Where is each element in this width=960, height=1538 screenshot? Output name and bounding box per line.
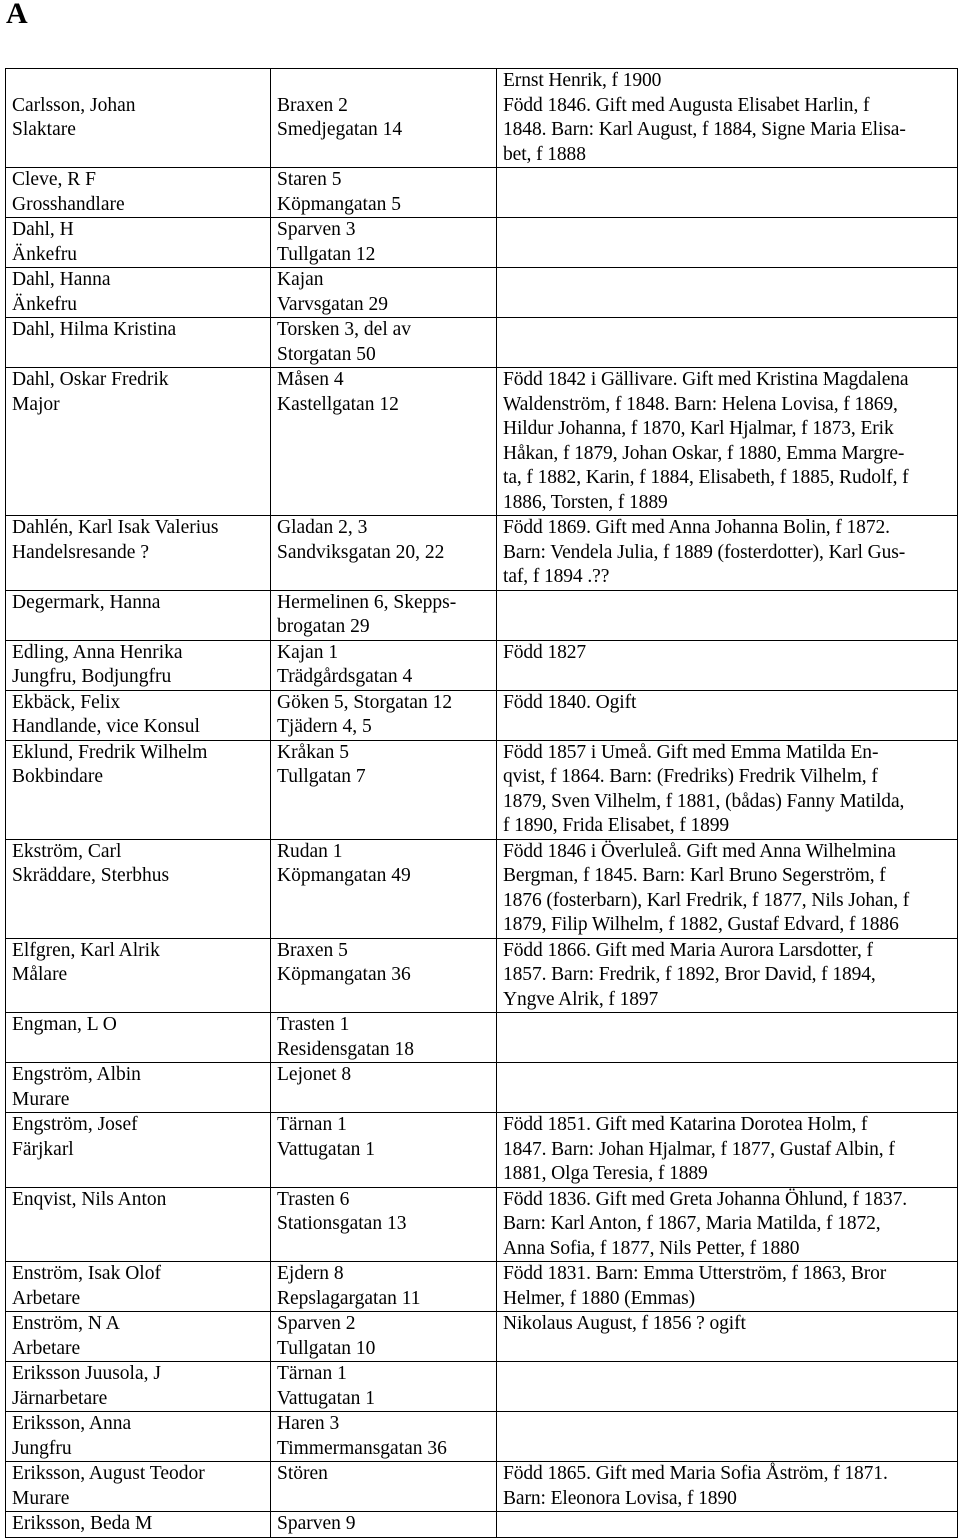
- cell-line: Barn: Karl Anton, f 1867, Maria Matilda, f 1872,: [503, 1213, 881, 1234]
- notes-cell: [497, 938, 958, 1013]
- address-cell: [271, 1462, 497, 1512]
- register-row: [6, 516, 958, 591]
- person-cell: [6, 168, 271, 218]
- notes-cell: [497, 516, 958, 591]
- cell-line: Kajan 1: [277, 641, 339, 663]
- register-row: [6, 938, 958, 1013]
- cell-line: Torsken 3, del av: [277, 319, 412, 340]
- person-cell: [6, 1187, 271, 1262]
- register-body: [6, 69, 958, 1538]
- register-row: [6, 839, 958, 938]
- register-row: [6, 1063, 958, 1113]
- cell-line: Murare: [12, 1487, 70, 1509]
- cell-line: taf, f 1894 .??: [503, 566, 610, 587]
- cell-line: Dahl, Hanna: [12, 269, 111, 290]
- cell-line: Anna Sofia, f 1877, Nils Petter, f 1880: [503, 1237, 800, 1259]
- person-cell: [6, 1262, 271, 1312]
- address-cell: [271, 740, 497, 839]
- cell-line: Engström, Josef: [12, 1114, 138, 1135]
- section-letter: A: [6, 0, 28, 30]
- cell-line: qvist, f 1864. Barn: (Fredriks) Fredrik Vilhelm, f: [503, 766, 878, 787]
- cell-line: Hermelinen 6, Skepps-: [277, 591, 457, 613]
- register-row: [6, 740, 958, 839]
- cell-line: Eklund, Fredrik Wilhelm: [12, 741, 208, 763]
- person-cell: [6, 1063, 271, 1113]
- cell-line: Murare: [12, 1088, 70, 1110]
- cell-line: Bokbindare: [12, 766, 103, 787]
- person-cell: [6, 740, 271, 839]
- cell-line: Dahl, Hilma Kristina: [12, 319, 177, 340]
- cell-line: Trasten 6: [277, 1188, 350, 1210]
- address-cell: [271, 1312, 497, 1362]
- address-cell: [271, 516, 497, 591]
- cell-line: Handelsresande ?: [12, 541, 149, 563]
- register-row: [6, 1462, 958, 1512]
- cell-line: Engman, L O: [12, 1014, 117, 1035]
- cell-line: Cleve, R F: [12, 169, 96, 190]
- cell-line: Kastellgatan 12: [277, 393, 399, 415]
- person-cell: [6, 268, 271, 318]
- register-row: [6, 590, 958, 640]
- cell-line: Bergman, f 1845. Barn: Karl Bruno Segerström, f: [503, 865, 886, 886]
- cell-line: 1848. Barn: Karl August, f 1884, Signe Maria Elisa-: [503, 119, 906, 140]
- cell-line: Braxen 2: [277, 94, 348, 116]
- cell-line: Tullgatan 10: [277, 1337, 376, 1359]
- notes-cell: [497, 1512, 958, 1538]
- cell-line: Nikolaus August, f 1856 ? ogift: [503, 1313, 746, 1334]
- address-cell: [271, 938, 497, 1013]
- register-row: [6, 1262, 958, 1312]
- address-cell: [271, 268, 497, 318]
- person-cell: [6, 1362, 271, 1412]
- cell-line: 1847. Barn: Johan Hjalmar, f 1877, Gustaf Albin, f: [503, 1138, 895, 1160]
- register-row: [6, 268, 958, 318]
- cell-line: Vattugatan 1: [277, 1387, 376, 1409]
- address-cell: [271, 318, 497, 368]
- cell-line: Trädgårdsgatan 4: [277, 666, 413, 687]
- cell-line: Trasten 1: [277, 1014, 350, 1035]
- address-cell: [271, 168, 497, 218]
- cell-line: Född 1869. Gift med Anna Johanna Bolin, f 1872.: [503, 517, 890, 538]
- register-row: [6, 318, 958, 368]
- cell-line: Degermark, Hanna: [12, 591, 161, 613]
- cell-line: ta, f 1882, Karin, f 1884, Elisabeth, f 1885, Rudolf, f: [503, 467, 909, 488]
- notes-cell: [497, 168, 958, 218]
- person-cell: [6, 1412, 271, 1462]
- address-cell: [271, 368, 497, 516]
- notes-cell: [497, 318, 958, 368]
- cell-line: Född 1827: [503, 641, 587, 663]
- notes-cell: [497, 690, 958, 740]
- address-cell: [271, 1013, 497, 1063]
- notes-cell: [497, 740, 958, 839]
- cell-line: Enqvist, Nils Anton: [12, 1188, 167, 1210]
- cell-line: Enström, Isak Olof: [12, 1263, 161, 1284]
- cell-line: Göken 5, Storgatan 12: [277, 691, 453, 713]
- address-cell: [271, 218, 497, 268]
- register-table: [5, 68, 958, 1538]
- cell-line: Född 1851. Gift med Katarina Dorotea Holm, f: [503, 1114, 868, 1135]
- register-row: [6, 69, 958, 168]
- cell-line: Född 1865. Gift med Maria Sofia Åström, f 1871.: [503, 1463, 888, 1484]
- cell-line: Född 1831. Barn: Emma Utterström, f 1863, Bror: [503, 1263, 887, 1284]
- cell-line: Tärnan 1: [277, 1114, 347, 1135]
- cell-line: Ekbäck, Felix: [12, 691, 121, 713]
- address-cell: [271, 590, 497, 640]
- person-cell: [6, 1113, 271, 1188]
- cell-line: 1886, Torsten, f 1889: [503, 491, 668, 513]
- cell-line: Färjkarl: [12, 1138, 74, 1160]
- cell-line: Ekström, Carl: [12, 840, 122, 862]
- cell-line: Tullgatan 12: [277, 243, 376, 265]
- register-row: [6, 1362, 958, 1412]
- cell-line: Köpmangatan 36: [277, 964, 411, 985]
- cell-line: Dahl, H: [12, 219, 74, 240]
- person-cell: [6, 69, 271, 168]
- cell-line: Dahlén, Karl Isak Valerius: [12, 517, 219, 538]
- cell-line: f 1890, Frida Elisabet, f 1899: [503, 815, 730, 836]
- notes-cell: [497, 1262, 958, 1312]
- register-row: [6, 690, 958, 740]
- person-cell: [6, 938, 271, 1013]
- cell-line: 1857. Barn: Fredrik, f 1892, Bror David, f 1894,: [503, 964, 876, 985]
- cell-line: Arbetare: [12, 1287, 81, 1309]
- address-cell: [271, 1063, 497, 1113]
- cell-line: Engström, Albin: [12, 1064, 141, 1085]
- person-cell: [6, 1462, 271, 1512]
- register-row: [6, 640, 958, 690]
- register-row: [6, 1187, 958, 1262]
- cell-line: Carlsson, Johan: [12, 94, 136, 116]
- register-row: [6, 1412, 958, 1462]
- cell-line: Enström, N A: [12, 1313, 120, 1334]
- cell-line: Född 1846 i Överluleå. Gift med Anna Wilhelmina: [503, 840, 896, 862]
- cell-line: Målare: [12, 964, 68, 985]
- cell-line: Residensgatan 18: [277, 1038, 415, 1060]
- notes-cell: [497, 590, 958, 640]
- cell-line: [12, 69, 264, 94]
- register-row: [6, 1013, 958, 1063]
- cell-line: Änkefru: [12, 243, 77, 265]
- cell-line: Helmer, f 1880 (Emmas): [503, 1287, 695, 1309]
- address-cell: [271, 640, 497, 690]
- notes-cell: [497, 839, 958, 938]
- cell-line: Rudan 1: [277, 840, 343, 862]
- address-cell: [271, 839, 497, 938]
- cell-line: Gladan 2, 3: [277, 517, 368, 538]
- cell-line: Sparven 9: [277, 1513, 356, 1534]
- person-cell: [6, 640, 271, 690]
- register-row: [6, 1113, 958, 1188]
- cell-line: Arbetare: [12, 1337, 81, 1359]
- register-row: [6, 1512, 958, 1538]
- register-row: [6, 368, 958, 516]
- cell-line: Håkan, f 1879, Johan Oskar, f 1880, Emma Margre-: [503, 442, 905, 464]
- person-cell: [6, 690, 271, 740]
- notes-cell: [497, 1312, 958, 1362]
- notes-cell: [497, 1462, 958, 1512]
- cell-line: Yngve Alrik, f 1897: [503, 988, 659, 1010]
- notes-cell: [497, 1187, 958, 1262]
- cell-line: Barn: Vendela Julia, f 1889 (fosterdotter), Karl Gus-: [503, 541, 906, 563]
- cell-line: Slaktare: [12, 119, 76, 140]
- person-cell: [6, 590, 271, 640]
- cell-line: Född 1846. Gift med Augusta Elisabet Harlin, f: [503, 94, 870, 116]
- cell-line: Grosshandlare: [12, 193, 125, 215]
- cell-line: Ejdern 8: [277, 1263, 344, 1284]
- cell-line: Ernst Henrik, f 1900: [503, 70, 662, 91]
- cell-line: Eriksson Juusola, J: [12, 1363, 161, 1384]
- notes-cell: [497, 1113, 958, 1188]
- cell-line: Sandviksgatan 20, 22: [277, 541, 445, 563]
- address-cell: [271, 1187, 497, 1262]
- cell-line: Major: [12, 393, 60, 415]
- cell-line: Köpmangatan 49: [277, 865, 411, 886]
- notes-cell: [497, 69, 958, 168]
- cell-line: Haren 3: [277, 1413, 340, 1434]
- person-cell: [6, 1013, 271, 1063]
- address-cell: [271, 1512, 497, 1538]
- person-cell: [6, 1512, 271, 1538]
- cell-line: Timmermansgatan 36: [277, 1437, 447, 1459]
- cell-line: Stören: [277, 1463, 328, 1484]
- address-cell: [271, 690, 497, 740]
- cell-line: Vattugatan 1: [277, 1138, 376, 1160]
- cell-line: 1879, Filip Wilhelm, f 1882, Gustaf Edvard, f 1886: [503, 914, 899, 935]
- cell-line: Köpmangatan 5: [277, 193, 402, 215]
- cell-line: Född 1842 i Gällivare. Gift med Kristina Magdalena: [503, 369, 909, 390]
- person-cell: [6, 516, 271, 591]
- cell-line: Jungfru, Bodjungfru: [12, 666, 172, 687]
- cell-line: Braxen 5: [277, 939, 348, 961]
- cell-line: Kråkan 5: [277, 741, 350, 763]
- cell-line: 1881, Olga Teresia, f 1889: [503, 1163, 708, 1184]
- cell-line: Repslagargatan 11: [277, 1287, 421, 1309]
- cell-line: Handlande, vice Konsul: [12, 716, 200, 737]
- address-cell: [271, 1412, 497, 1462]
- notes-cell: [497, 1013, 958, 1063]
- notes-cell: [497, 1063, 958, 1113]
- address-cell: [271, 1362, 497, 1412]
- register-row: [6, 168, 958, 218]
- address-cell: [271, 1113, 497, 1188]
- register-row: [6, 1312, 958, 1362]
- person-cell: [6, 218, 271, 268]
- address-cell: [271, 1262, 497, 1312]
- cell-line: Smedjegatan 14: [277, 119, 403, 140]
- cell-line: Född 1857 i Umeå. Gift med Emma Matilda En-: [503, 741, 879, 763]
- cell-line: Skräddare, Sterbhus: [12, 865, 170, 886]
- person-cell: [6, 318, 271, 368]
- cell-line: Sparven 3: [277, 219, 356, 240]
- cell-line: Stationsgatan 13: [277, 1213, 407, 1234]
- cell-line: Eriksson, August Teodor: [12, 1463, 205, 1484]
- cell-line: Barn: Eleonora Lovisa, f 1890: [503, 1487, 737, 1509]
- person-cell: [6, 1312, 271, 1362]
- notes-cell: [497, 218, 958, 268]
- cell-line: Waldenström, f 1848. Barn: Helena Lovisa, f 1869,: [503, 393, 898, 415]
- cell-line: 1879, Sven Vilhelm, f 1881, (bådas) Fanny Matilda,: [503, 790, 905, 812]
- cell-line: Eriksson, Beda M: [12, 1513, 153, 1534]
- register-row: [6, 218, 958, 268]
- cell-line: [277, 69, 490, 94]
- cell-line: Storgatan 50: [277, 343, 376, 365]
- cell-line: bet, f 1888: [503, 143, 586, 165]
- cell-line: Änkefru: [12, 293, 77, 315]
- cell-line: Född 1840. Ogift: [503, 691, 637, 713]
- notes-cell: [497, 1412, 958, 1462]
- cell-line: Eriksson, Anna: [12, 1413, 132, 1434]
- cell-line: Sparven 2: [277, 1313, 356, 1334]
- person-cell: [6, 368, 271, 516]
- cell-line: Jungfru: [12, 1437, 72, 1459]
- notes-cell: [497, 368, 958, 516]
- address-cell: [271, 69, 497, 168]
- cell-line: Elfgren, Karl Alrik: [12, 939, 160, 961]
- cell-line: Staren 5: [277, 169, 342, 190]
- person-cell: [6, 839, 271, 938]
- cell-line: 1876 (fosterbarn), Karl Fredrik, f 1877, Nils Johan, f: [503, 889, 910, 911]
- cell-line: Järnarbetare: [12, 1387, 108, 1409]
- cell-line: Tullgatan 7: [277, 766, 366, 787]
- cell-line: Kajan: [277, 269, 324, 290]
- cell-line: Tjädern 4, 5: [277, 716, 372, 737]
- cell-line: brogatan 29: [277, 616, 370, 637]
- cell-line: Hildur Johanna, f 1870, Karl Hjalmar, f 1873, Erik: [503, 418, 894, 439]
- cell-line: Måsen 4: [277, 369, 344, 390]
- notes-cell: [497, 268, 958, 318]
- notes-cell: [497, 640, 958, 690]
- cell-line: Tärnan 1: [277, 1363, 347, 1384]
- cell-line: Varvsgatan 29: [277, 293, 389, 315]
- notes-cell: [497, 1362, 958, 1412]
- cell-line: Dahl, Oskar Fredrik: [12, 369, 169, 390]
- cell-line: Lejonet 8: [277, 1064, 352, 1085]
- cell-line: Edling, Anna Henrika: [12, 641, 183, 663]
- cell-line: Född 1866. Gift med Maria Aurora Larsdotter, f: [503, 939, 873, 961]
- cell-line: Född 1836. Gift med Greta Johanna Öhlund, f 1837.: [503, 1188, 908, 1210]
